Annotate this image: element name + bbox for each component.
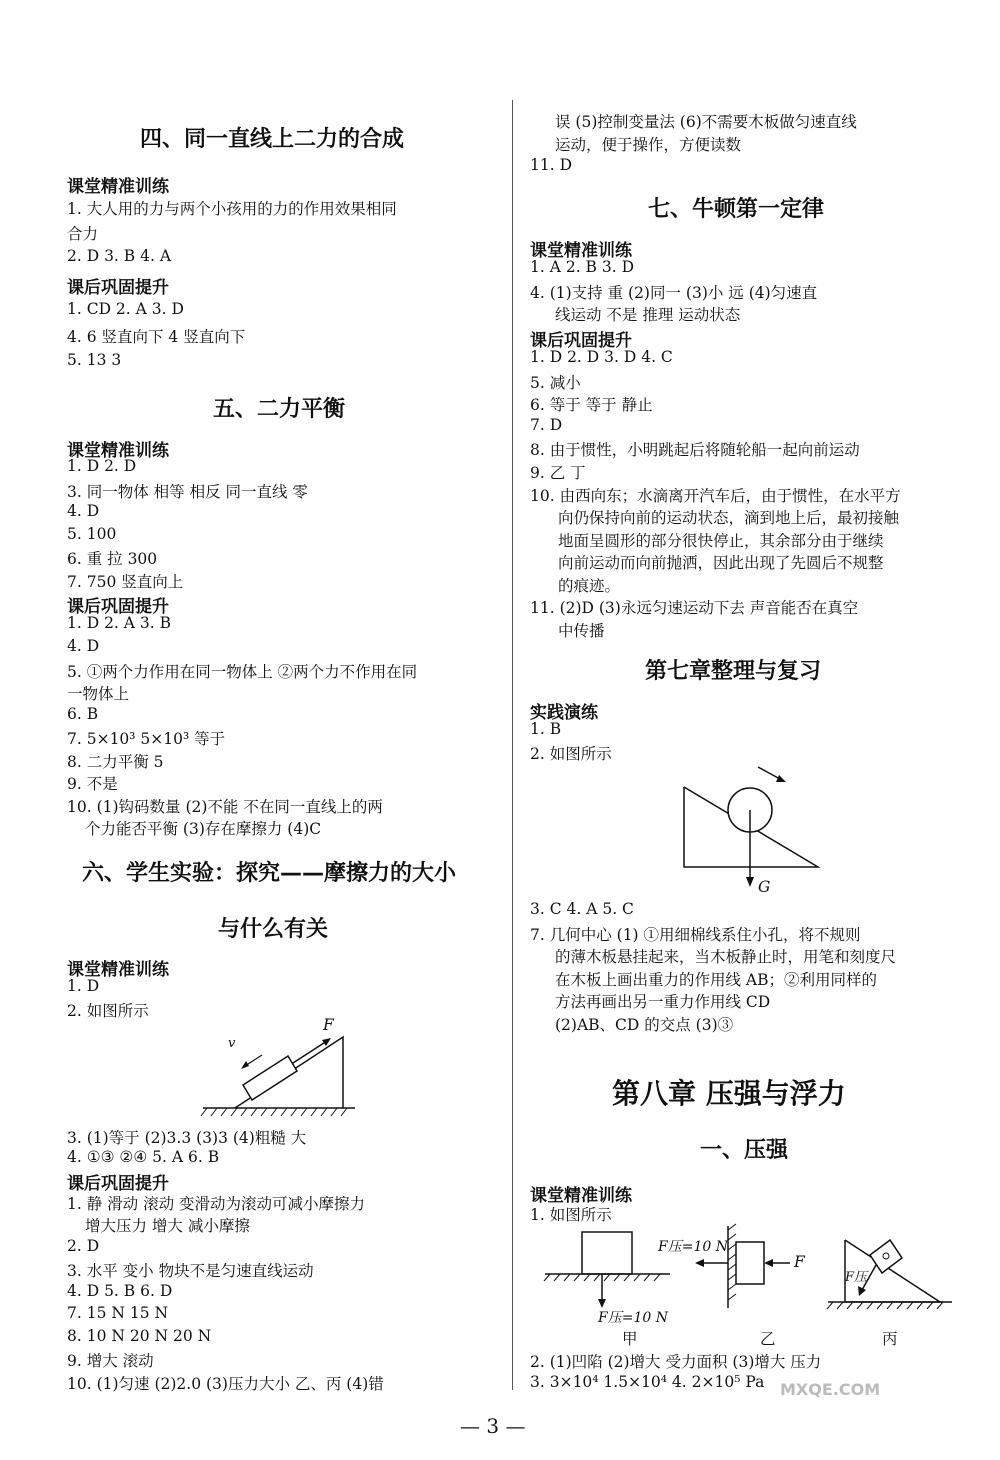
- s7-subheading-2: 课后巩固提升: [530, 331, 632, 351]
- s5-subheading-1: 课堂精准训练: [67, 441, 169, 461]
- r7-line-7: 方法再画出另一重力作用线 CD: [555, 993, 771, 1011]
- r7-line-3: 3. C 4. A 5. C: [530, 900, 634, 918]
- s7-line-5: 5. 减小: [530, 374, 581, 392]
- cont-line-1: 误 (5)控制变量法 (6)不需要木板做匀速直线: [555, 113, 857, 131]
- r7-line-2: 2. 如图所示: [530, 745, 612, 763]
- r7-line-4: 7. 几何中心 (1) ①用细棉线系住小孔，将不规则: [530, 926, 861, 944]
- s7-line-13: 向前运动而向前抛洒，因此出现了先圆后不规整: [558, 554, 884, 572]
- s7-line-10: 10. 由西向东；水滴离开汽车后，由于惯性，在水平方: [530, 487, 901, 505]
- s6-line-2: 2. 如图所示: [67, 1002, 149, 1020]
- s4-line-3: 2. D 3. B 4. A: [67, 247, 172, 265]
- fig-bing-caption: 丙: [882, 1330, 898, 1348]
- s7-line-15: 11. (2)D (3)永远匀速运动下去 声音能否在真空: [530, 599, 859, 617]
- s7-line-2: 4. (1)支持 重 (2)同一 (3)小 远 (4)匀速直: [530, 284, 818, 302]
- s6-line-1: 1. D: [67, 977, 100, 995]
- s7-line-8: 8. 由于惯性，小明跳起后将随轮船一起向前运动: [530, 441, 860, 459]
- s4-line-4: 1. CD 2. A 3. D: [67, 300, 184, 318]
- s5-line-10: 一物体上: [67, 685, 130, 703]
- s6-subheading-2: 课后巩固提升: [67, 1174, 169, 1194]
- s5-line-7: 1. D 2. A 3. B: [67, 614, 172, 632]
- section-7-title: 七、牛顿第一定律: [648, 197, 825, 222]
- column-divider: [512, 100, 513, 1390]
- s5-subheading-2: 课后巩固提升: [67, 597, 169, 617]
- s7-line-4: 1. D 2. D 3. D 4. C: [530, 348, 673, 366]
- s5-line-11: 6. B: [67, 705, 99, 723]
- r7-line-5: 的薄木板悬挂起来，当木板静止时，用笔和刻度尺: [555, 948, 897, 966]
- s7-line-3: 线运动 不是 推理 运动状态: [555, 306, 741, 324]
- ball-on-slope-figure: [680, 755, 825, 895]
- cont-line-2: 运动，便于操作，方便读数: [555, 136, 742, 154]
- fig-jia-caption: 甲: [622, 1330, 638, 1348]
- s81-line-3: 3. 3×10⁴ 1.5×10⁴ 4. 2×10⁵ Pa: [530, 1373, 765, 1391]
- page-number: — 3 —: [460, 1414, 526, 1438]
- s5-line-3: 4. D: [67, 502, 100, 520]
- s6-line-11: 8. 10 N 20 N 20 N: [67, 1327, 212, 1345]
- s4-line-6: 5. 13 3: [67, 351, 122, 369]
- s6-line-6: 增大压力 增大 减小摩擦: [85, 1217, 250, 1235]
- s5-line-6: 7. 750 竖直向上: [67, 573, 184, 591]
- fig-bing-force-label: F压: [845, 1270, 868, 1285]
- fig-yi-force-label: F压=10 N: [658, 1239, 728, 1255]
- watermark: MXQE.COM: [780, 1380, 881, 1399]
- s4-subheading-1: 课堂精准训练: [67, 177, 169, 197]
- s7-line-16: 中传播: [558, 622, 605, 640]
- s5-line-1: 1. D 2. D: [67, 457, 137, 475]
- s7-line-11: 向仍保持向前的运动状态，滴到地上后，最初接触: [558, 509, 900, 527]
- s7-line-14: 的痕迹。: [558, 577, 621, 595]
- cont-line-3: 11. D: [530, 156, 573, 174]
- fig-gravity-label: G: [758, 878, 771, 896]
- s6-line-5: 1. 静 滑动 滚动 变滑动为滚动可减小摩擦力: [67, 1195, 365, 1213]
- r7-subheading-1: 实践演练: [530, 703, 598, 723]
- r7-line-1: 1. B: [530, 720, 562, 738]
- s6-line-3: 3. (1)等于 (2)3.3 (3)3 (4)粗糙 大: [67, 1129, 307, 1147]
- fig-velocity-label: v: [228, 1036, 236, 1051]
- s7-subheading-1: 课堂精准训练: [530, 241, 632, 261]
- s7-line-6: 6. 等于 等于 静止: [530, 396, 653, 414]
- s5-line-4: 5. 100: [67, 525, 117, 543]
- section-4-title: 四、同一直线上二力的合成: [140, 127, 405, 152]
- s7-line-1: 1. A 2. B 3. D: [530, 258, 635, 276]
- s4-line-5: 4. 6 竖直向下 4 竖直向下: [67, 328, 246, 346]
- s5-line-12: 7. 5×10³ 5×10³ 等于: [67, 730, 226, 748]
- r7-line-6: 在木板上画出重力的作用线 AB；②利用同样的: [555, 971, 878, 989]
- fig-yi-force-F: F: [794, 1253, 805, 1271]
- s5-line-5: 6. 重 拉 300: [67, 550, 158, 568]
- incline-friction-figure: [195, 1015, 365, 1120]
- s5-line-16: 个力能否平衡 (3)存在摩擦力 (4)C: [85, 820, 322, 838]
- section-5-title: 五、二力平衡: [213, 397, 346, 422]
- s4-subheading-2: 课后巩固提升: [67, 278, 169, 298]
- s5-line-9: 5. ①两个力作用在同一物体上 ②两个力不作用在同: [67, 663, 418, 681]
- s5-line-8: 4. D: [67, 637, 100, 655]
- s6-line-12: 9. 增大 滚动: [67, 1352, 154, 1370]
- s7-line-7: 7. D: [530, 416, 563, 434]
- s6-line-9: 4. D 5. B 6. D: [67, 1282, 173, 1300]
- s5-line-14: 9. 不是: [67, 775, 118, 793]
- s4-line-2: 合力: [67, 225, 99, 243]
- fig-yi-caption: 乙: [760, 1330, 776, 1348]
- s6-line-7: 2. D: [67, 1237, 100, 1255]
- s5-line-13: 8. 二力平衡 5: [67, 753, 164, 771]
- s6-line-10: 7. 15 N 15 N: [67, 1304, 169, 1322]
- s6-subheading-1: 课堂精准训练: [67, 960, 169, 980]
- s81-line-1: 1. 如图所示: [530, 1206, 612, 1224]
- s7-line-9: 9. 乙 丁: [530, 464, 586, 482]
- s6-line-4: 4. ①③ ②④ 5. A 6. B: [67, 1148, 220, 1166]
- s6-line-13: 10. (1)匀速 (2)2.0 (3)压力大小 乙、丙 (4)错: [67, 1375, 384, 1393]
- s81-line-2: 2. (1)凹陷 (2)增大 受力面积 (3)增大 压力: [530, 1353, 822, 1371]
- section-6-title-1: 六、学生实验：探究——摩擦力的大小: [82, 861, 457, 886]
- fig-jia-force-label: F压=10 N: [598, 1310, 668, 1326]
- chapter-8-title: 第八章 压强与浮力: [612, 1077, 846, 1110]
- s5-line-2: 3. 同一物体 相等 相反 同一直线 零: [67, 483, 308, 501]
- r7-line-8: (2)AB、CD 的交点 (3)③: [555, 1016, 734, 1034]
- fig-force-label: F: [323, 1016, 334, 1034]
- s7-line-12: 地面呈圆形的部分很快停止，其余部分由于继续: [558, 532, 884, 550]
- s5-line-15: 10. (1)钩码数量 (2)不能 不在同一直线上的两: [67, 798, 383, 816]
- s4-line-1: 1. 大人用的力与两个小孩用的力的作用效果相同: [67, 200, 397, 218]
- s81-subheading-1: 课堂精准训练: [530, 1186, 632, 1206]
- section-6-title-2: 与什么有关: [218, 917, 329, 942]
- s6-line-8: 3. 水平 变小 物块不是匀速直线运动: [67, 1262, 314, 1280]
- chapter-7-review-title: 第七章整理与复习: [645, 659, 822, 684]
- section-8-1-title: 一、压强: [700, 1138, 789, 1163]
